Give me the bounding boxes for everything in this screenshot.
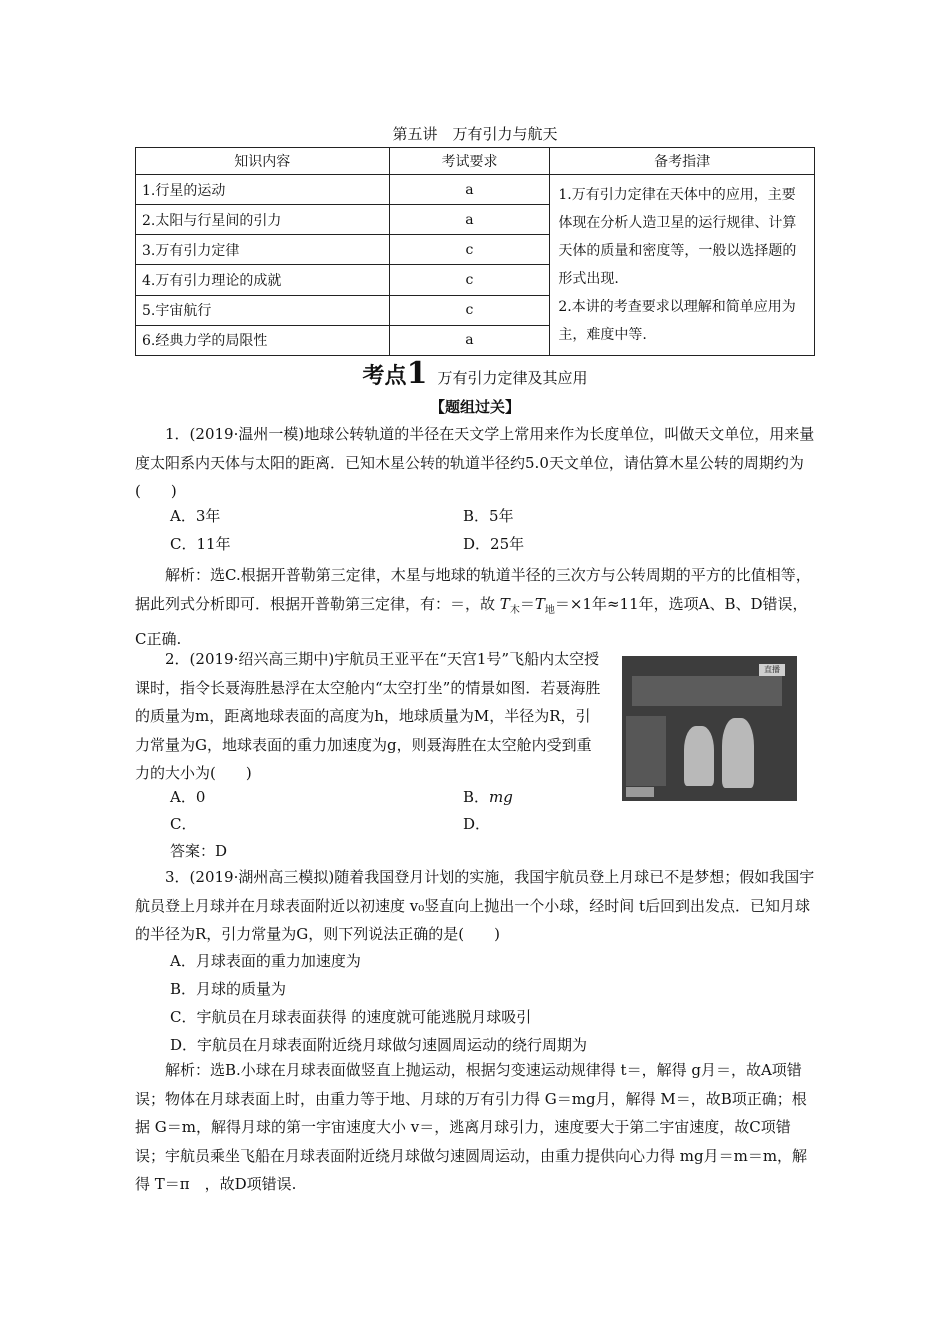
q3-option-d: D．宇航员在月球表面附近绕月球做匀速圆周运动的绕行周期为 [170,1036,588,1054]
row-content: 6.经典力学的局限性 [136,325,390,355]
header-requirement: 考试要求 [389,148,550,175]
q1-option-c: C．11年 [170,535,231,553]
row-content: 4.万有引力理论的成就 [136,265,390,295]
row-content: 3.万有引力定律 [136,235,390,265]
row-requirement: a [389,325,550,355]
q3-option-b: B．月球的质量为 [170,980,287,998]
section-word: 考点 [362,364,407,389]
q1-option-a: A．3年 [170,507,221,525]
subheading: 【题组过关】 [429,398,520,416]
header-guide: 备考指津 [550,148,815,175]
table-header-row [136,148,815,175]
section-number: 1 [406,356,428,391]
q1-option-d: D．25年 [463,535,525,553]
guide-text-1: 1.万有引力定律在天体中的应用，主要体现在分析人造卫星的运行规律、计算天体的质量和密度等，一般以选择题的形式出现. [558,187,797,287]
row-content: 2.太阳与行星间的引力 [136,205,390,235]
q1-jx-var-t2: T [534,594,545,613]
guide-text-2: 2.本讲的考查要求以理解和简单应用为主，难度中等. [558,299,796,343]
q2-option-a: A．0 [170,788,206,806]
photo-equipment [626,716,666,786]
photo-astronaut-2 [722,718,754,788]
q1-jx-part1: 解析：选C.根据开普勒第三定律，木星与地球的轨道半径的三次方与公转周期的平方的比值相等，据此列式分析即可．根据开普勒第三定律，有：＝，故 [135,566,811,613]
q2-option-b-label: B． [463,788,490,806]
classroom-photo [622,656,797,801]
photo-astronaut-1 [684,726,714,786]
q1-stem: 1．(2019·温州一模)地球公转轨道的半径在天文学上常用来作为长度单位，叫做天文单位，用来量度太阳系内天体与太阳的距离．已知木星公转的轨道半径约5.0天文单位，请估算木星公转的周期约为( ) [135,425,815,500]
q3-explanation: 解析：选B.小球在月球表面做竖直上抛运动，根据匀变速运动规律得 t＝，解得 g月＝，故A项错误；物体在月球表面上时，由重力等于地、月球的万有引力得 G＝mg月，解得 M＝，故B项正确；根据 G＝m，解得月球的第一宇宙速度大小 v＝，逃离月球引力，速度要大于第二宇宙速度，故C项错误；宇航员乘坐飞船在月球表面附近绕月球做匀速圆周运动，由重力提供向心力得 mg月＝m＝m，解得 T＝π ，故D项错误. [135,1061,808,1193]
row-requirement: c [389,265,550,295]
q1-explanation [135,561,815,654]
row-requirement: a [389,205,550,235]
photo-live-tag: 直播 [759,664,785,676]
q2-option-b-var: mg [489,788,513,806]
guide-cell [550,175,815,356]
row-content: 1.行星的运动 [136,175,390,205]
lecture-title: 第五讲 万有引力与航天 [392,125,558,143]
q3-stem: 3．(2019·湖州高三模拟)随着我国登月计划的实施，我国宇航员登上月球已不是梦想；假如我国宇航员登上月球并在月球表面附近以初速度 v₀竖直向上抛出一个小球，经时间 t后回到出发点．已知月球的半径为R，引力常量为G，则下列说法正确的是( ) [135,868,815,943]
knowledge-table [135,147,815,356]
q1-jx-eq: ＝ [519,594,535,613]
header-content: 知识内容 [136,148,390,175]
q2-option-b [463,786,513,807]
row-content: 5.宇宙航行 [136,295,390,325]
row-requirement: a [389,175,550,205]
q2-stem: 2．(2019·绍兴高三期中)宇航员王亚平在“天宫1号”飞船内太空授课时，指令长聂海胜悬浮在太空舱内“太空打坐”的情景如图．若聂海胜的质量为m，距离地球表面的高度为h，地球质量为M，半径为R，引力常量为G，地球表面的重力加速度为g，则聂海胜在太空舱内受到重力的大小为( ) [135,650,601,782]
row-requirement: c [389,295,550,325]
q1-jx-part2: ＝×1年≈11年，选项A、B、D错误，C正确. [135,594,808,648]
q2-option-c: C． [170,815,197,833]
q1-jx-sub-1: 木 [509,604,520,616]
q3-option-c: C．宇航员在月球表面获得 的速度就可能逃脱月球吸引 [170,1008,532,1026]
q1-option-b: B．5年 [463,507,514,525]
row-requirement: c [389,235,550,265]
q3-option-a: A．月球表面的重力加速度为 [170,952,361,970]
photo-panel [632,676,782,706]
q2-answer: 答案：D [170,842,228,860]
q1-jx-sub-2: 地 [544,604,555,616]
section-heading [0,356,950,391]
table-row [136,175,815,205]
q2-option-d: D． [463,815,491,833]
photo-logo-icon [626,787,654,797]
q1-jx-var-t1: T [499,594,510,613]
section-title: 万有引力定律及其应用 [437,369,588,387]
